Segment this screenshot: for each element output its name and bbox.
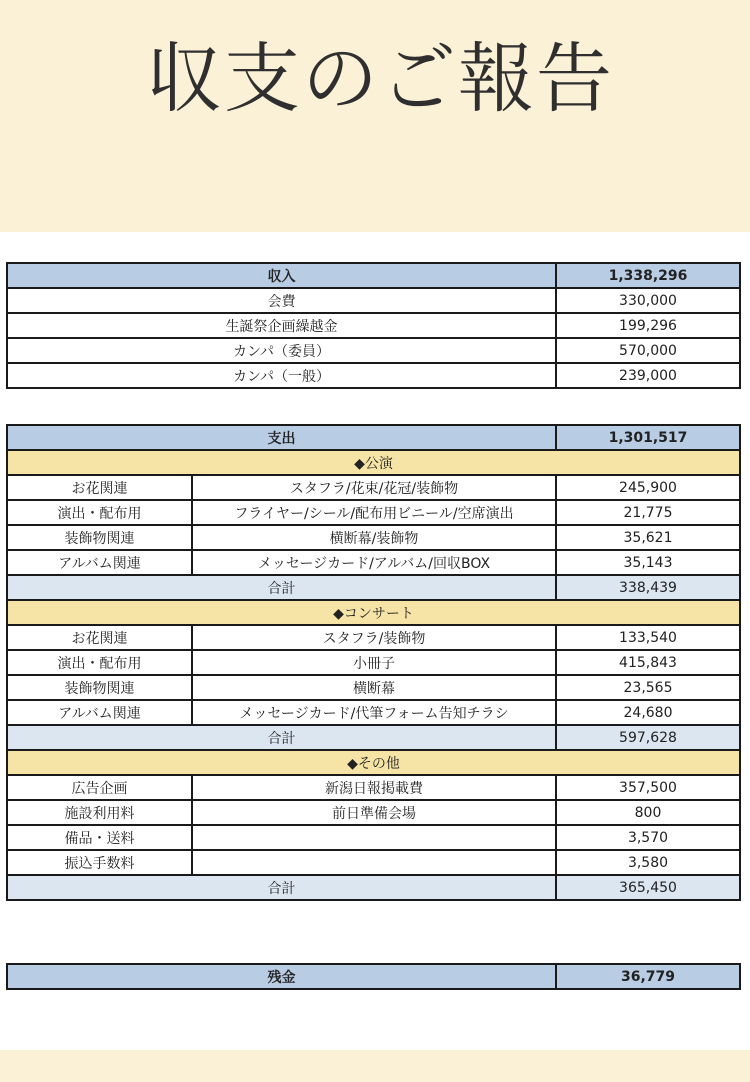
expense-label: 支出 bbox=[7, 425, 556, 450]
subtotal-value: 365,450 bbox=[556, 875, 740, 900]
expense-category: 備品・送料 bbox=[7, 825, 192, 850]
expense-value: 35,143 bbox=[556, 550, 740, 575]
subtotal-row bbox=[7, 875, 740, 900]
table-row bbox=[7, 625, 740, 650]
expense-detail: 横断幕/装飾物 bbox=[192, 525, 556, 550]
table-row bbox=[7, 800, 740, 825]
expense-category: 広告企画 bbox=[7, 775, 192, 800]
expense-detail: スタフラ/装飾物 bbox=[192, 625, 556, 650]
table-row bbox=[7, 313, 740, 338]
subtotal-value: 338,439 bbox=[556, 575, 740, 600]
title-band bbox=[0, 0, 750, 232]
subtotal-label: 合計 bbox=[7, 875, 556, 900]
expense-detail: メッセージカード/アルバム/回収BOX bbox=[192, 550, 556, 575]
expense-value: 357,500 bbox=[556, 775, 740, 800]
section-name: ◆公演 bbox=[7, 450, 740, 475]
expense-detail: スタフラ/花束/花冠/装飾物 bbox=[192, 475, 556, 500]
table-row bbox=[7, 288, 740, 313]
expense-category: 演出・配布用 bbox=[7, 650, 192, 675]
table-row bbox=[7, 825, 740, 850]
table-row bbox=[7, 475, 740, 500]
balance-table bbox=[6, 963, 741, 990]
expense-category: 装飾物関連 bbox=[7, 675, 192, 700]
section-header-row bbox=[7, 750, 740, 775]
expense-detail: フライヤー/シール/配布用ビニール/空席演出 bbox=[192, 500, 556, 525]
table-row bbox=[7, 650, 740, 675]
section-header-row bbox=[7, 450, 740, 475]
income-header-row bbox=[7, 263, 740, 288]
expense-total: 1,301,517 bbox=[556, 425, 740, 450]
income-label: 収入 bbox=[7, 263, 556, 288]
expense-detail: 新潟日報掲載費 bbox=[192, 775, 556, 800]
income-item-value: 330,000 bbox=[556, 288, 740, 313]
table-row bbox=[7, 550, 740, 575]
expense-value: 245,900 bbox=[556, 475, 740, 500]
section-name: ◆コンサート bbox=[7, 600, 740, 625]
balance-row bbox=[7, 964, 740, 989]
table-row bbox=[7, 500, 740, 525]
expense-value: 23,565 bbox=[556, 675, 740, 700]
balance-value: 36,779 bbox=[556, 964, 740, 989]
expense-category: アルバム関連 bbox=[7, 550, 192, 575]
expense-value: 415,843 bbox=[556, 650, 740, 675]
income-total: 1,338,296 bbox=[556, 263, 740, 288]
expense-detail: 小冊子 bbox=[192, 650, 556, 675]
table-row bbox=[7, 775, 740, 800]
expense-category: お花関連 bbox=[7, 625, 192, 650]
expense-value: 24,680 bbox=[556, 700, 740, 725]
expense-value: 3,580 bbox=[556, 850, 740, 875]
income-item-label: 会費 bbox=[7, 288, 556, 313]
income-item-value: 239,000 bbox=[556, 363, 740, 388]
subtotal-row bbox=[7, 725, 740, 750]
subtotal-value: 597,628 bbox=[556, 725, 740, 750]
expense-table bbox=[6, 424, 741, 901]
subtotal-label: 合計 bbox=[7, 725, 556, 750]
income-table bbox=[6, 262, 741, 389]
expense-value: 133,540 bbox=[556, 625, 740, 650]
income-item-label: カンパ（委員） bbox=[7, 338, 556, 363]
expense-category: お花関連 bbox=[7, 475, 192, 500]
balance-label: 残金 bbox=[7, 964, 556, 989]
expense-detail: 横断幕 bbox=[192, 675, 556, 700]
subtotal-label: 合計 bbox=[7, 575, 556, 600]
expense-detail bbox=[192, 850, 556, 875]
expense-category: 施設利用料 bbox=[7, 800, 192, 825]
section-header-row bbox=[7, 600, 740, 625]
table-row bbox=[7, 525, 740, 550]
page-title: 収支のご報告 bbox=[146, 34, 614, 123]
subtotal-row bbox=[7, 575, 740, 600]
expense-value: 3,570 bbox=[556, 825, 740, 850]
section-name: ◆その他 bbox=[7, 750, 740, 775]
table-row bbox=[7, 850, 740, 875]
table-row bbox=[7, 700, 740, 725]
income-item-label: カンパ（一般） bbox=[7, 363, 556, 388]
income-item-value: 199,296 bbox=[556, 313, 740, 338]
expense-category: 演出・配布用 bbox=[7, 500, 192, 525]
bottom-band bbox=[0, 1050, 750, 1082]
table-row bbox=[7, 363, 740, 388]
expense-category: 装飾物関連 bbox=[7, 525, 192, 550]
expense-header-row bbox=[7, 425, 740, 450]
expense-value: 21,775 bbox=[556, 500, 740, 525]
table-row bbox=[7, 675, 740, 700]
expense-detail: メッセージカード/代筆フォーム告知チラシ bbox=[192, 700, 556, 725]
table-row bbox=[7, 338, 740, 363]
expense-detail: 前日準備会場 bbox=[192, 800, 556, 825]
expense-value: 35,621 bbox=[556, 525, 740, 550]
expense-category: アルバム関連 bbox=[7, 700, 192, 725]
income-item-value: 570,000 bbox=[556, 338, 740, 363]
expense-category: 振込手数料 bbox=[7, 850, 192, 875]
income-item-label: 生誕祭企画繰越金 bbox=[7, 313, 556, 338]
expense-detail bbox=[192, 825, 556, 850]
expense-value: 800 bbox=[556, 800, 740, 825]
